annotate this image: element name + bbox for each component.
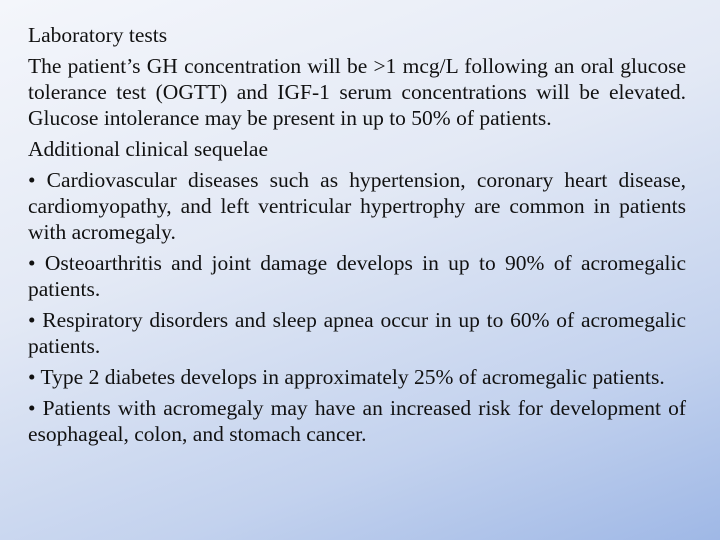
bullet-cardiovascular: • Cardiovascular diseases such as hypertension, coronary heart disease, cardiomyopathy, and left ventricular hypertrophy are common in patients with acromegaly. <box>28 168 686 244</box>
bullet-cancer-risk: • Patients with acromegaly may have an increased risk for development of esophageal, colon, and stomach cancer. <box>28 396 686 446</box>
heading-clinical-sequelae: Additional clinical sequelae <box>28 137 268 161</box>
bullet-respiratory: • Respiratory disorders and sleep apnea occur in up to 60% of acromegalic patients. <box>28 308 686 358</box>
slide-content <box>28 22 686 452</box>
paragraph-laboratory-tests: The patient’s GH concentration will be >1 mcg/L following an oral glucose tolerance test (OGTT) and IGF-1 serum concentrations will be elevated. Glucose intolerance may be present in up to 50% of patients. <box>28 54 686 130</box>
heading-laboratory-tests: Laboratory tests <box>28 23 168 47</box>
bullet-osteoarthritis: • Osteoarthritis and joint damage develops in up to 90% of acromegalic patients. <box>28 251 686 301</box>
bullet-diabetes: • Type 2 diabetes develops in approximately 25% of acromegalic patients. <box>28 365 665 389</box>
